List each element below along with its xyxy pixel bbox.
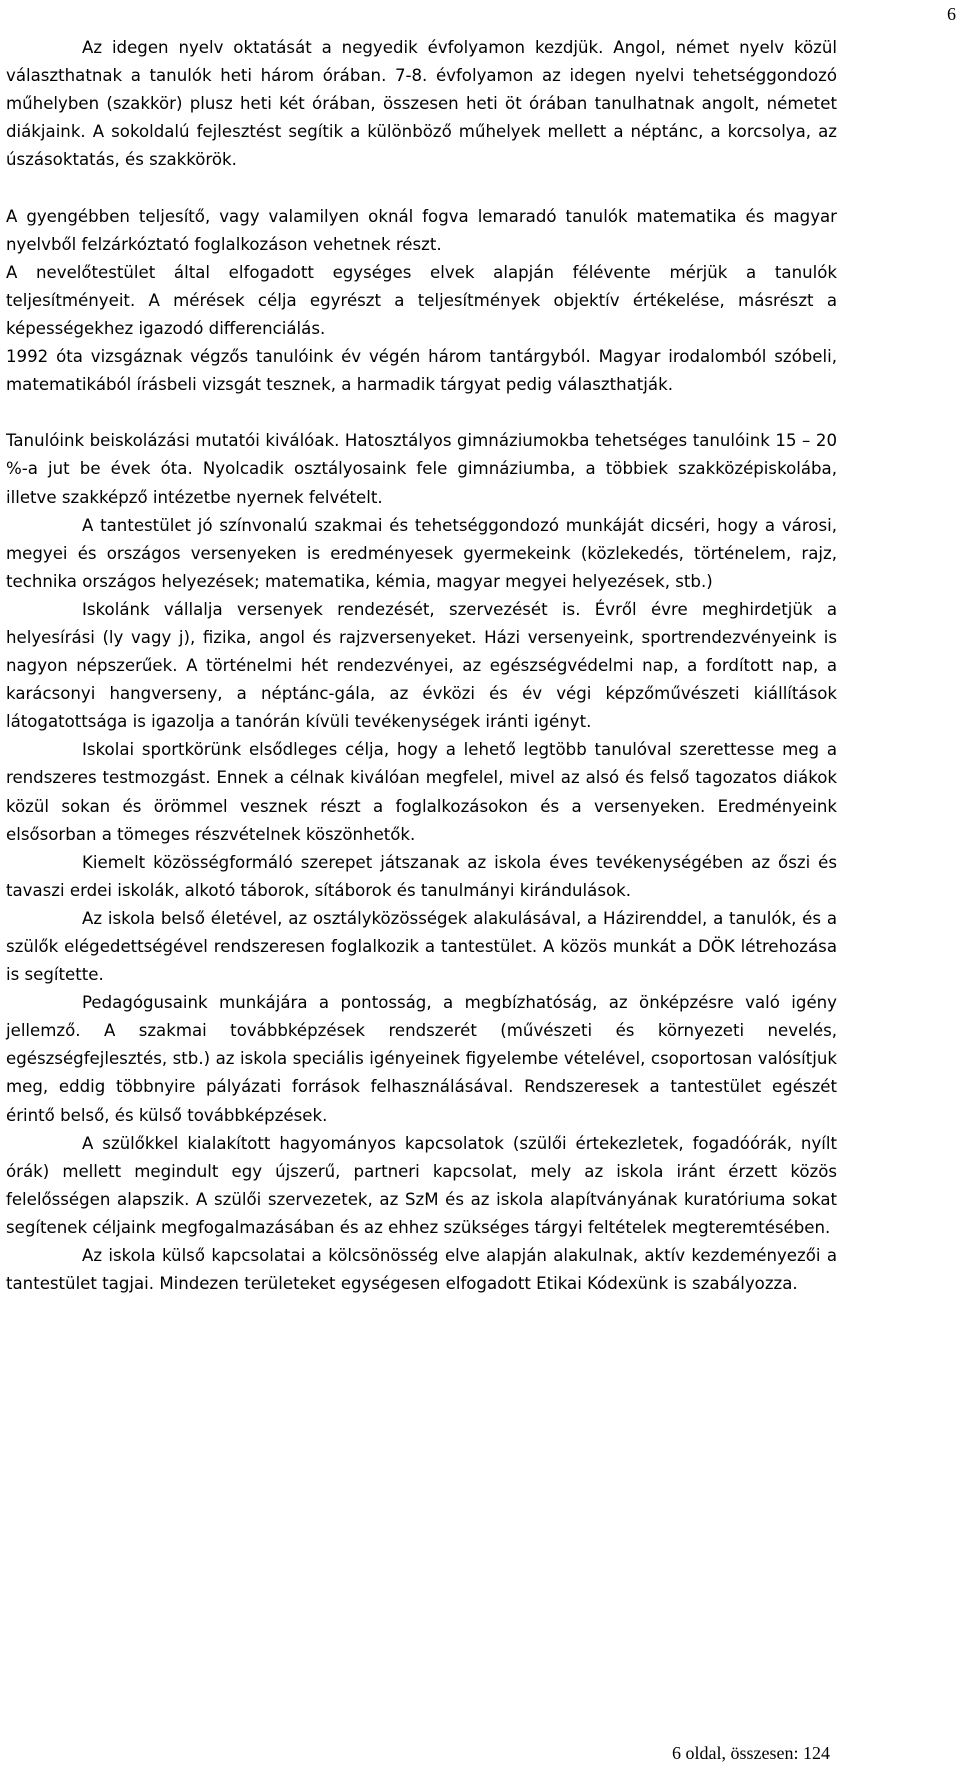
- paragraph-competitions-organized: Iskolánk vállalja versenyek rendezését, szervezését is. Évről évre meghirdetjük a helyesírási (ly vagy j), fizika, angol és rajzversenyeket. Házi versenyeink, sportrendezvényeink is nagyon népszerűek. A történelmi hét rendezvényei, az egészségvédelmi nap, a fordított nap, a karácsonyi hangverseny, a néptánc-gála, az évközi és év végi képzőművészeti kiállítások látogatottsága is igazolja a tanórán kívüli tevékenységek iránti igényt.: [6, 599, 837, 732]
- document-body: [6, 34, 837, 1298]
- paragraph-assessment: A nevelőtestület által elfogadott egységes elvek alapján félévente mérjük a tanulók teljesítményeit. A mérések célja egyrészt a teljesítmények objektív értékelése, másrészt a képességekhez igazodó differenciálás.: [6, 262, 837, 338]
- paragraph-external-relations: Az iskola külső kapcsolatai a kölcsönösség elve alapján alakulnak, aktív kezdeményezői a tantestület tagjai. Mindezen területeket egységesen elfogadott Etikai Kódexünk is szabályozza.: [6, 1246, 837, 1294]
- paragraph-community: Kiemelt közösségformáló szerepet játszanak az iskola éves tevékenységében az őszi és tavaszi erdei iskolák, alkotó táborok, sítáborok és tanulmányi kirándulások.: [6, 852, 837, 900]
- page-number: 6: [947, 4, 956, 24]
- paragraph-foreign-languages: Az idegen nyelv oktatását a negyedik évfolyamon kezdjük. Angol, német nyelv közül választhatnak a tanulók heti három órában. 7-8. évfolyamon az idegen nyelvi tehetséggondozó műhelyben (szakkör) plusz heti két órában, összesen heti öt órában tanulhatnak angolt, németet diákjaink. A sokoldalú fejlesztést segítik a különböző műhelyek mellett a néptánc, a korcsolya, az úszásoktatás, és szakkörök.: [6, 38, 837, 170]
- paragraph-catch-up: A gyengébben teljesítő, vagy valamilyen oknál fogva lemaradó tanulók matematika és magyar nyelvből felzárkóztató foglalkozáson vehetnek részt.: [6, 206, 837, 254]
- paragraph-school-life: Az iskola belső életével, az osztályközösségek alakulásával, a Házirenddel, a tanulók, és a szülők elégedettségével rendszeresen foglalkozik a tantestület. A közös munkát a DÖK létrehozása is segítette.: [6, 908, 837, 985]
- paragraph-exams: 1992 óta vizsgáznak végzős tanulóink év végén három tantárgyból. Magyar irodalomból szóbeli, matematikából írásbeli vizsgát tesznek, a harmadik tárgyat pedig választhatják.: [6, 347, 837, 395]
- paragraph-admissions: Tanulóink beiskolázási mutatói kiválóak. Hatosztályos gimnáziumokba tehetséges tanulóink 15 – 20 %-a jut be évek óta. Nyolcadik osztályosaink fele gimnáziumba, a többiek szakközépiskolába, illetve szakképző intézetbe nyernek felvételt.: [6, 431, 837, 507]
- paragraph-sports-club: Iskolai sportkörünk elsődleges célja, hogy a lehető legtöbb tanulóval szerettesse meg a rendszeres testmozgást. Ennek a célnak kiválóan megfelel, mivel az alsó és felső tagozatos diákok közül sokan és örömmel vesznek részt a foglalkozásokon és a versenyeken. Eredményeink elsősorban a tömeges részvételnek köszönhetők.: [6, 740, 837, 844]
- paragraph-teachers: Pedagógusaink munkájára a pontosság, a megbízhatóság, az önképzésre való igény jellemző. A szakmai továbbképzések rendszerét (művészeti és környezeti nevelés, egészségfejlesztés, stb.) az iskola speciális igényeinek figyelembe vételével, csoportosan valósítjuk meg, eddig többnyire pályázati források felhasználásával. Rendszeresek a tantestület egészét érintő belső, és külső továbbképzések.: [6, 993, 837, 1125]
- paragraph-competition-results: A tantestület jó színvonalú szakmai és tehetséggondozó munkáját dicséri, hogy a városi, megyei és országos versenyeken is eredményesek gyermekeink (közlekedés, történelem, rajz, technika országos helyezések; matematika, kémia, magyar megyei helyezések, stb.): [6, 515, 837, 591]
- page-footer: 6 oldal, összesen: 124: [672, 1743, 830, 1763]
- paragraph-parents: A szülőkkel kialakított hagyományos kapcsolatok (szülői értekezletek, fogadóórák, nyílt órák) mellett megindult egy újszerű, partneri kapcsolat, mely az iskola iránt érzett közös felelősségen alapszik. A szülői szervezetek, az SzM és az iskola alapítványának kuratóriuma sokat segítenek céljaink megfogalmazásában és az ehhez szükséges tárgyi feltételek megteremtésében.: [6, 1133, 837, 1237]
